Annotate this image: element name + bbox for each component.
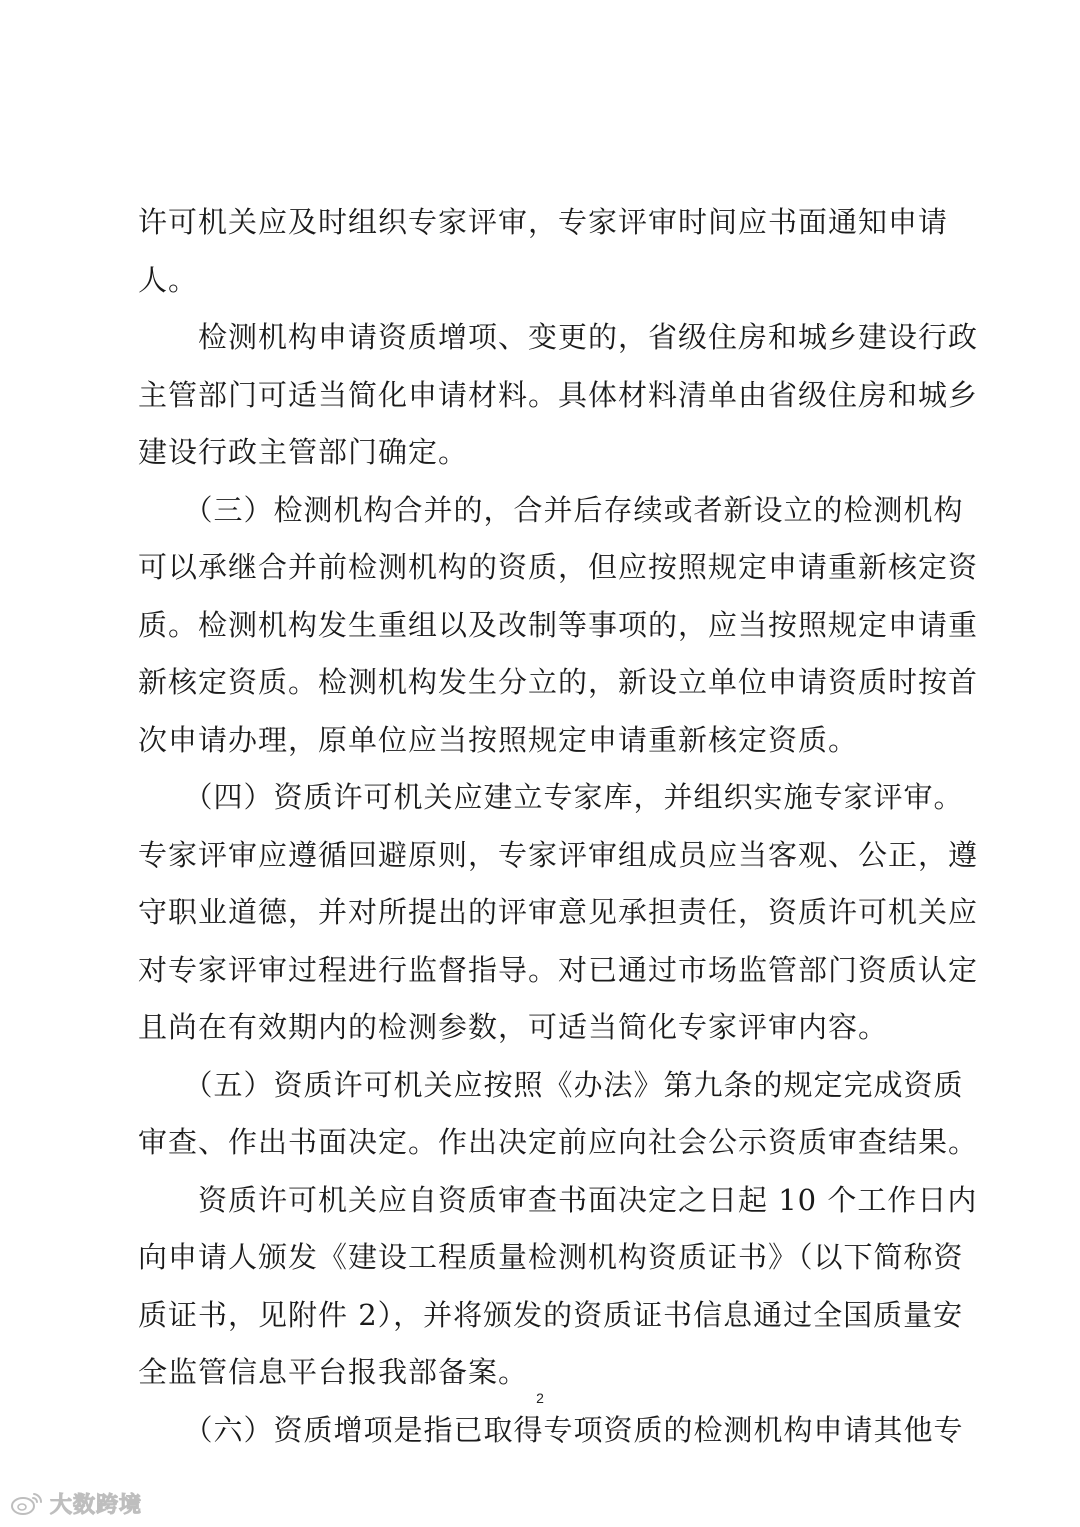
- text-line: 专家评审应遵循回避原则，专家评审组成员应当客观、公正，遵: [138, 837, 979, 872]
- text-line: 可以承继合并前检测机构的资质，但应按照规定申请重新核定资: [138, 550, 979, 584]
- text-line: 建设行政主管部门确定。: [138, 435, 469, 469]
- text-line: 资质许可机关应自资质审查书面决定之日起 10 个工作日内: [138, 1182, 978, 1217]
- text-line: 检测机构申请资质增项、变更的，省级住房和城乡建设行政: [138, 320, 979, 354]
- watermark-text: 大数跨境: [50, 1492, 143, 1518]
- text-line: 且尚在有效期内的检测参数，可适当简化专家评审内容。: [138, 1010, 889, 1044]
- text-line: （六）资质增项是指已取得专项资质的检测机构申请其他专: [138, 1412, 964, 1447]
- text-line: （四）资质许可机关应建立专家库，并组织实施专家评审。: [138, 780, 964, 814]
- text-line: 审查、作出书面决定。作出决定前应向社会公示资质审查结果。: [138, 1125, 979, 1159]
- text-line: 新核定资质。检测机构发生分立的，新设立单位申请资质时按首: [138, 665, 979, 699]
- text-line: 守职业道德，并对所提出的评审意见承担责任，资质许可机关应: [138, 895, 979, 929]
- text-line: 向申请人颁发《建设工程质量检测机构资质证书》（以下简称资: [138, 1240, 964, 1274]
- text-line: 人。: [138, 262, 199, 297]
- weibo-logo-icon: [10, 1490, 44, 1516]
- document-body: [138, 194, 979, 1459]
- text-line: 主管部门可适当简化申请材料。具体材料清单由省级住房和城乡: [138, 377, 979, 412]
- text-line: 质。检测机构发生重组以及改制等事项的，应当按照规定申请重: [138, 607, 979, 642]
- page-number: 2: [536, 1390, 544, 1406]
- text-line: 质证书，见附件 2），并将颁发的资质证书信息通过全国质量安: [138, 1297, 964, 1332]
- text-line: （三）检测机构合并的，合并后存续或者新设立的检测机构: [138, 492, 964, 527]
- text-line: 许可机关应及时组织专家评审，专家评审时间应书面通知申请: [138, 205, 949, 239]
- text-line: 全监管信息平台报我部备案。: [138, 1355, 529, 1389]
- watermark: [10, 1488, 142, 1518]
- text-line: 对专家评审过程进行监督指导。对已通过市场监管部门资质认定: [138, 952, 979, 987]
- text-line: 次申请办理，原单位应当按照规定申请重新核定资质。: [138, 722, 859, 757]
- text-line: （五）资质许可机关应按照《办法》第九条的规定完成资质: [138, 1067, 964, 1102]
